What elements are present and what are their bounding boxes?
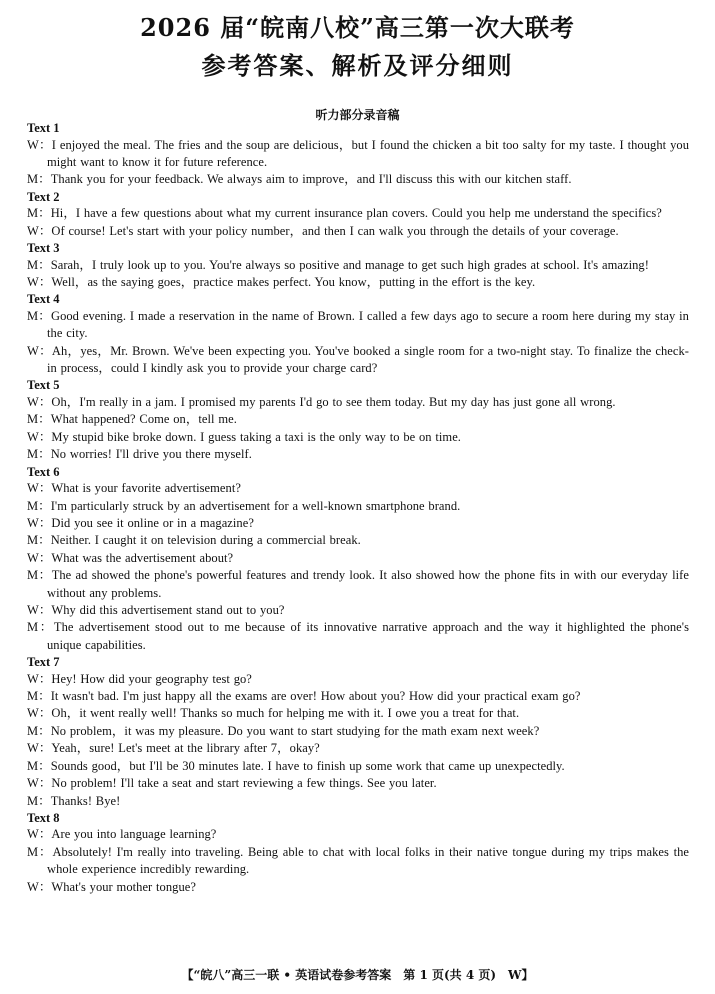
document-title: 2026 届“皖南八校”高三第一次大联考 [140,13,575,42]
dialogue-line: W：Oh，I'm really in a jam. I promised my parents I'd go to see them today. But my day has just gone all wrong. [27,394,616,409]
dialogue-line: W：Well，as the saying goes，practice makes perfect. You know，putting in the effort is the key. [27,274,536,289]
page-footer: 【“皖八”高三一联 • 英语试卷参考答案 第 1 页(共 4 页) W】 [181,968,534,982]
text-label: Text 4 [27,292,60,307]
text-label: Text 8 [27,810,60,825]
dialogue-line: M：It wasn't bad. I'm just happy all the exams are over! How about you? How did your practical exam go? [27,689,581,704]
dialogue-line: M：What happened? Come on，tell me. [27,412,237,427]
transcript-section [27,189,689,240]
transcript-body [27,120,689,896]
dialogue-line: W：Hey! How did your geography test go? [27,671,252,686]
text-label: Text 1 [27,121,60,135]
transcript-section [27,291,689,377]
dialogue-line: W：Why did this advertisement stand out to you? [27,602,285,617]
dialogue-line: W：I enjoyed the meal. The fries and the soup are delicious，but I found the chicken a bit too salty for my taste. I thought you might want to know it for future reference. [27,137,689,169]
dialogue-line: W：What was the advertisement about? [27,550,234,565]
text-label: Text 5 [27,378,60,393]
dialogue-line: M：No worries! I'll drive you there myself. [27,447,252,462]
dialogue-line: W：Of course! Let's start with your policy number，and then I can walk you through the details of your coverage. [27,223,619,238]
transcript-section [27,654,689,810]
dialogue-line: M：Absolutely! I'm really into traveling. Being able to chat with local folks in their native tongue during my trips makes the whole experience incredibly rewarding. [27,844,689,877]
dialogue-line: M：The ad showed the phone's powerful features and trendy look. It also showed how the phone fits in with our everyday life without any problems. [27,568,689,600]
document-subtitle: 参考答案、解析及评分细则 [201,51,514,80]
dialogue-line: W：Are you into language learning? [27,827,217,842]
dialogue-line: W：What's your mother tongue? [27,879,196,894]
text-label: Text 2 [27,189,60,204]
dialogue-line: M：Thank you for your feedback. We always aim to improve，and I'll discuss this with our kitchen staff. [27,172,572,187]
transcript-section [27,120,689,189]
dialogue-line: W：My stupid bike broke down. I guess taking a taxi is the only way to be on time. [27,429,461,444]
transcript-section [27,240,689,291]
section-heading: 听力部分录音稿 [315,108,400,122]
dialogue-line: W：Yeah，sure! Let's meet at the library after 7，okay? [27,741,320,756]
transcript-section [27,810,689,896]
transcript-section [27,377,689,463]
text-label: Text 3 [27,241,60,256]
text-label: Text 6 [27,464,60,479]
dialogue-line: W：Ah，yes，Mr. Brown. We've been expecting you. You've booked a single room for a two-night stay. To finalize the check-in process，could I kindly ask you to provide your charge card? [27,343,689,376]
dialogue-line: M：Good evening. I made a reservation in the name of Brown. I called a few days ago to secure a room here during my stay in the city. [27,308,689,341]
dialogue-line: W：What is your favorite advertisement? [27,481,241,496]
transcript-section [27,464,689,655]
dialogue-line: M：The advertisement stood out to me because of its innovative narrative approach and the way it highlighted the phone's unique capabilities. [27,620,689,652]
dialogue-line: M：Neither. I caught it on television during a commercial break. [27,533,361,548]
dialogue-line: W：Oh，it went really well! Thanks so much for helping me with it. I owe you a treat for that. [27,706,520,721]
text-label: Text 7 [27,655,60,670]
dialogue-line: M：I'm particularly struck by an advertisement for a well-known smartphone brand. [27,498,461,513]
dialogue-line: M：No problem，it was my pleasure. Do you want to start studying for the math exam next week? [27,723,540,738]
dialogue-line: M：Sarah，I truly look up to you. You're always so positive and manage to get such high grades at school. It's amazing! [27,257,649,272]
dialogue-line: M：Thanks! Bye! [27,793,121,808]
dialogue-line: W：Did you see it online or in a magazine? [27,515,254,530]
dialogue-line: W：No problem! I'll take a seat and start reviewing a few things. See you later. [27,776,437,791]
dialogue-line: M：Sounds good，but I'll be 30 minutes late. I have to finish up some work that came up unexpectedly. [27,758,565,773]
dialogue-line: M：Hi，I have a few questions about what my current insurance plan covers. Could you help me understand the specifics? [27,206,662,221]
